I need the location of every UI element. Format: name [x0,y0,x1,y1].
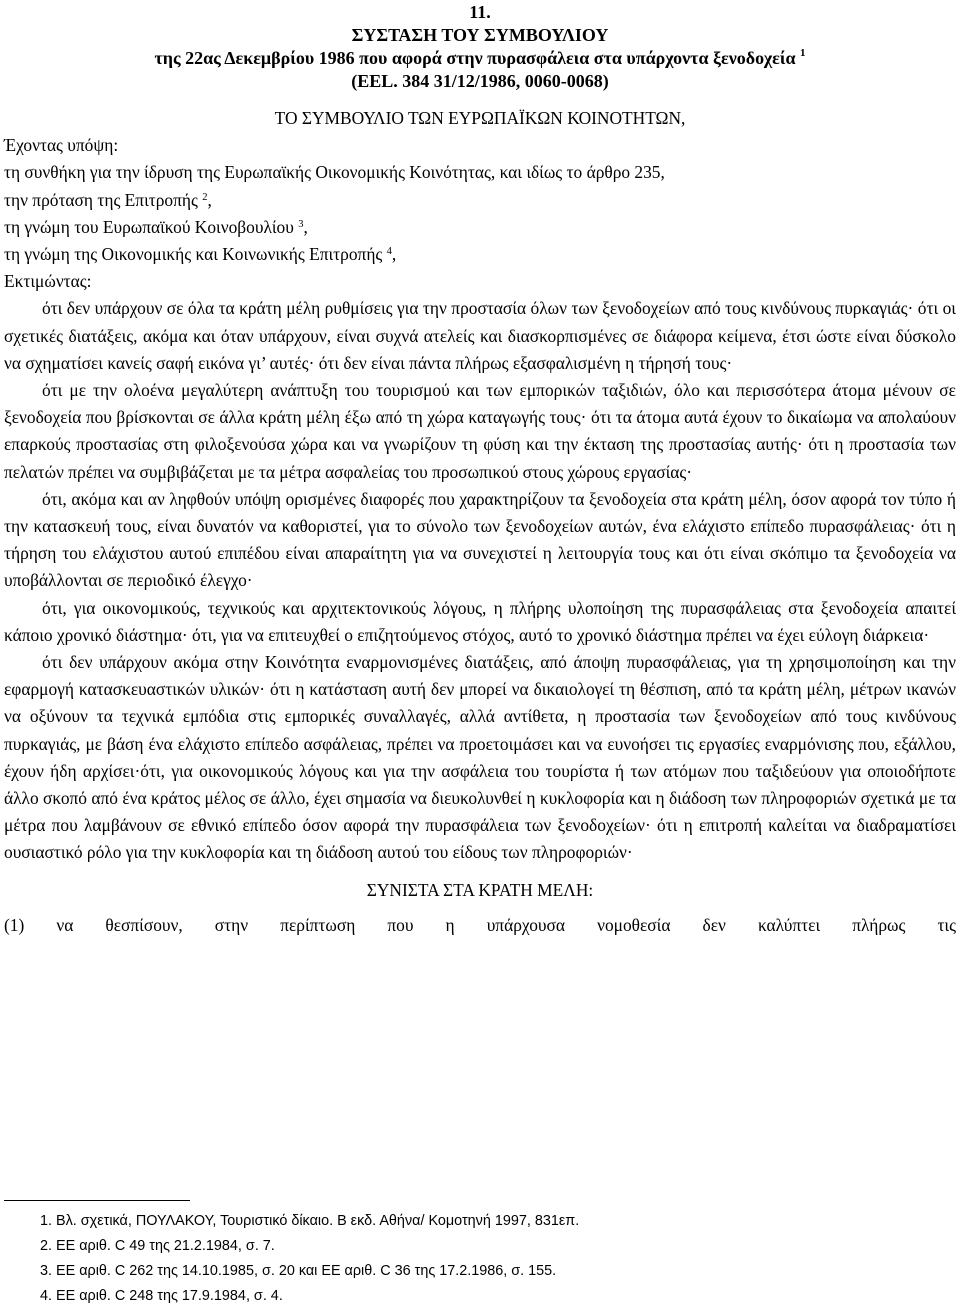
footnote-separator [4,1200,190,1201]
footnote-ref-3[interactable]: 3 [298,218,304,230]
paragraph-5: ότι δεν υπάρχουν ακόμα στην Κοινότητα εναρμονισμένες διατάξεις, από άποψη πυρασφάλειας, για τη χρησιμοποίηση και την εφαρμογή κατασκευαστικών υλικών· ότι η κατάσταση αυτή δεν μπορεί να δικαιολογεί τη θέσπιση, από τα κράτη μέλη, μέτρων ικανών να οξύνουν τα τεχνικά εμπόδια στις εμπορικές συναλλαγές, αλλά αντίθετα, η προστασία των ξενοδοχείων από τους κινδύνους πυρκαγιάς, με βάση ένα ελάχιστο επίπεδο ασφάλειας, πρέπει να προετοιμάσει και να ευνοήσει τις εργασίες εναρμόνισης που, εξάλλου, έχουν ήδη αρχίσει·ότι, για οικονομικούς λόγους και για την ασφάλεια του τουρίστα ή των ατόμων που ταξιδεύουν για οποιοδήποτε άλλο σκοπό από ένα κράτος μέλος σε άλλο, έχει σημασία να διευκολυνθεί η κυκλοφορία και η διάδοση των πληροφοριών σχετικά με τα μέτρα που λαμβάνουν σε εθνικό επίπεδο όσον αφορά την πυρασφάλεια των ξενοδοχείων· ότι η επιτροπή καλείται να διαδραματίσει ουσιαστικό ρόλο για την κυκλοφορία και τη διάδοση αυτού του είδους των πληροφοριών· [4,652,956,863]
document-subtitle: της 22ας Δεκεμβρίου 1986 που αφορά στην πυρασφάλεια στα υπάρχοντα ξενοδοχεία $^1$ [154,47,806,68]
footnotes [40,1209,579,1309]
document-number: 11. [469,2,491,22]
footnote-3: 3. ΕΕ αριθ. C 262 της 14.10.1985, σ. 20 και ΕΕ αριθ. C 36 της 17.2.1986, σ. 155. [40,1263,557,1279]
recommends-heading: ΣΥΝΙΣΤΑ ΣΤΑ ΚΡΑΤΗ ΜΕΛΗ: [366,879,594,900]
recital-esc: τη γνώμη της Οικονομικής και Κοινωνικής Επιτροπής $^4$, [4,244,397,265]
recommendation-item-1: (1) να θεσπίσουν, στην περίπτωση που η υπάρχουσα νομοθεσία δεν καλύπτει πλήρως τις [4,914,956,935]
footnote-ref-2[interactable]: 2 [202,191,208,203]
footnote-ref-1[interactable]: 1 [800,47,806,59]
footnote-2: 2. ΕΕ αριθ. C 49 της 21.2.1984, σ. 7. [40,1238,275,1254]
footnote-1: 1. Βλ. σχετικά, ΠΟΥΛΑΚΟΥ, Τουριστικό δίκαιο. Β εκδ. Αθήνα/ Κομοτηνή 1997, 831επ. [40,1213,580,1229]
document-title: ΣΥΣΤΑΣΗ ΤΟΥ ΣΥΜΒΟΥΛΙΟΥ [351,25,609,45]
paragraph-2: ότι με την ολοένα μεγαλύτερη ανάπτυξη του τουρισμού και των εμπορικών ταξιδιών, όλο και περισσότερα άτομα μένουν σε ξενοδοχεία που βρίσκονται σε άλλα κράτη μέλη έξω από τη χώρα καταγωγής τους· ότι τα άτομα αυτά έχουν το δικαίωμα να απολαύουν επαρκούς προστασίας στη φιλοξενούσα χώρα και να γνωρίζουν τη φύση και την έκταση της προστασίας αυτής· ότι η προστασία των πελατών πρέπει να συμβιβάζεται με τα μέτρα ασφαλείας του προσωπικού στους χώρους εργασίας· [4,380,956,482]
recital-parliament: τη γνώμη του Ευρωπαϊκού Κοινοβουλίου $^3$, [4,216,308,237]
recital-commission: την πρόταση της Επιτροπής $^2$, [4,189,212,210]
document-header [4,0,956,93]
council-heading: ΤΟ ΣΥΜΒΟΥΛΙΟ ΤΩΝ ΕΥΡΩΠΑΪΚΩΝ ΚΟΙΝΟΤΗΤΩΝ, [274,108,686,128]
footnote-ref-4[interactable]: 4 [386,246,392,258]
footnote-4: 4. ΕΕ αριθ. C 248 της 17.9.1984, σ. 4. [40,1288,283,1304]
paragraph-4: ότι, για οικονομικούς, τεχνικούς και αρχιτεκτονικούς λόγους, η πλήρης υλοποίηση της πυρασφάλειας στα ξενοδοχεία απαιτεί κάποιο χρονικό διάστημα· ότι, για να επιτευχθεί ο επιζητούμενος στόχος, αυτό το χρονικό διάστημα πρέπει να έχει εύλογη διάρκεια· [4,597,956,645]
paragraph-3: ότι, ακόμα και αν ληφθούν υπόψη ορισμένες διαφορές που χαρακτηρίζουν τα ξενοδοχεία στα κράτη μέλη, όσον αφορά τον τύπο ή την κατασκευή τους, είναι δυνατόν να καθοριστεί, για το σύνολο των ξενοδοχείων αυτών, ένα ελάχιστο επίπεδο πυρασφάλειας· ότι η τήρηση του ελάχιστου αυτού επιπέδου είναι απαραίτητη για να συνεχιστεί η λειτουργία τους και ότι είναι σκόπιμο τα ξενοδοχεία να υποβάλλονται σε περιοδικό έλεγχο· [4,488,956,591]
recital-treaty: τη συνθήκη για την ίδρυση της Ευρωπαϊκής Οικονομικής Κοινότητας, και ιδίως το άρθρο 235, [4,162,665,183]
document-reference: (ΕΕL. 384 31/12/1986, 0060-0068) [351,71,609,91]
paragraph-1: ότι δεν υπάρχουν σε όλα τα κράτη μέλη ρυθμίσεις για την προστασία όλων των ξενοδοχείων από τους κινδύνους πυρκαγιάς· ότι οι σχετικές διατάξεις, ακόμα και όταν υπάρχουν, είναι συχνά ατελείς και διασκορπισμένες σε διάφορα κείμενα, έτσι ώστε είναι δύσκολο να σχηματίσει κανείς σαφή εικόνα γι’ αυτές· ότι δεν είναι πάντα πλήρως εξασφαλισμένη η τήρησή τους· [4,298,956,373]
considering-label: Εκτιμώντας: [4,271,92,292]
having-regard-label: Έχοντας υπόψη: [4,135,119,156]
